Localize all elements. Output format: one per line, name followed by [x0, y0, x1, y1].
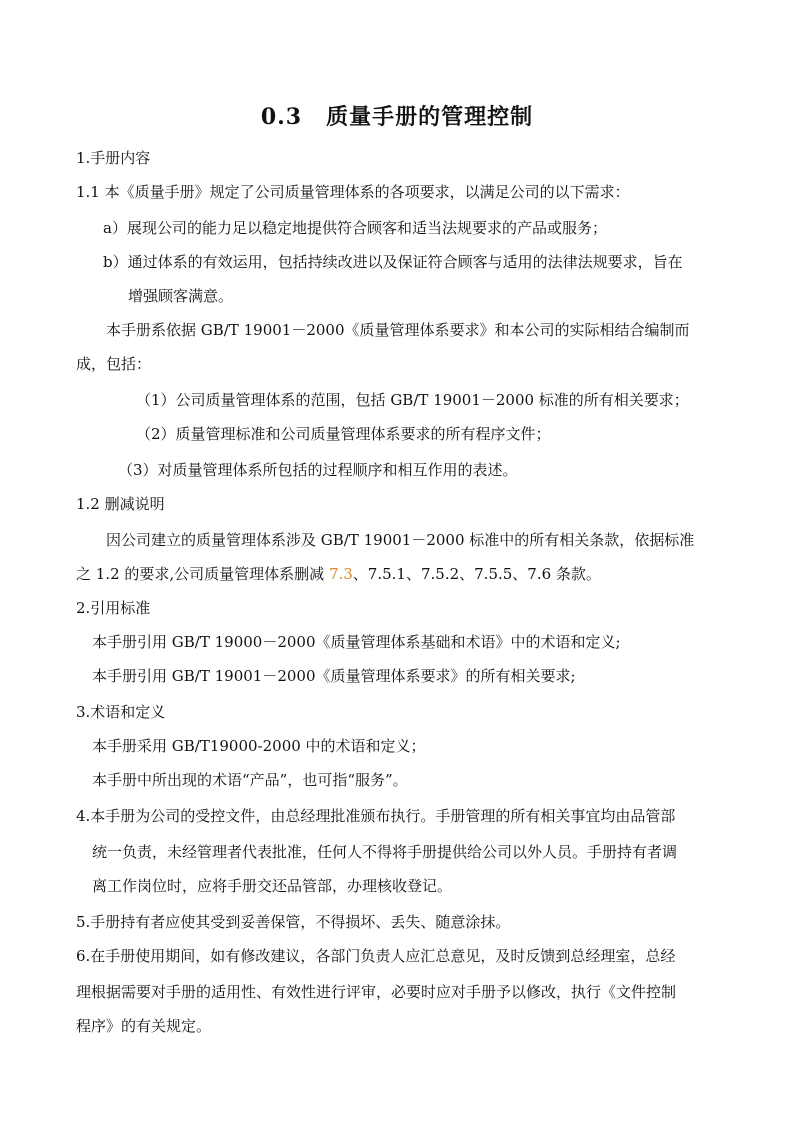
section-1-2-line2-post: 、7.5.1、7.5.2、7.5.5、7.6 条款。	[352, 565, 601, 583]
includes-item-1: （1）公司质量管理体系的范围，包括 GB/T 19001－2000 标准的所有相关要求；	[136, 391, 689, 409]
section-3-line1: 本手册采用 GB/T19000-2000 中的术语和定义；	[92, 737, 426, 755]
includes-item-3: （3）对质量管理体系所包括的过程顺序和相互作用的表述。	[118, 461, 518, 479]
section-1-2-line2-pre: 之 1.2 的要求,公司质量管理体系删减	[76, 565, 329, 583]
section-4-line3: 离工作岗位时，应将手册交还品管部，办理核收登记。	[92, 877, 453, 895]
list-item-b-line2: 增强顾客满意。	[128, 287, 234, 305]
section-1-2-heading: 1.2 删减说明	[76, 495, 165, 513]
section-5-text: 5.手册持有者应使其受到妥善保管，不得损坏、丢失、随意涂抹。	[76, 913, 511, 931]
section-1-2-line1: 因公司建立的质量管理体系涉及 GB/T 19001－2000 标准中的所有相关条款，依据标准	[106, 531, 695, 549]
section-4-line2: 统一负责，未经管理者代表批准，任何人不得将手册提供给公司以外人员。手册持有者调	[92, 843, 678, 861]
section-2-line1: 本手册引用 GB/T 19000－2000《质量管理体系基础和术语》中的术语和定义;	[92, 633, 621, 651]
deleted-clause-highlight: 7.3	[328, 565, 353, 583]
section-4-line1: 4.本手册为公司的受控文件，由总经理批准颁布执行。手册管理的所有相关事宜均由品管部	[76, 807, 676, 825]
section-3-line2: 本手册中所出现的术语“产品”，也可指“服务”。	[92, 771, 408, 789]
section-2-line2: 本手册引用 GB/T 19001－2000《质量管理体系要求》的所有相关要求;	[92, 667, 576, 685]
section-6-line2: 理根据需要对手册的适用性、有效性进行评审，必要时应对手册予以修改，执行《文件控制	[76, 983, 677, 1001]
basis-paragraph-line2: 成，包括：	[76, 355, 152, 373]
page-title	[0, 100, 794, 131]
section-1-heading: 1.手册内容	[76, 149, 151, 167]
title-number: 0.3	[260, 104, 303, 130]
section-6-line1: 6.在手册使用期间，如有修改建议，各部门负责人应汇总意见，及时反馈到总经理室，总经	[76, 947, 676, 965]
section-1-2-line2	[76, 564, 601, 584]
includes-item-2: （2）质量管理标准和公司质量管理体系要求的所有程序文件；	[136, 425, 551, 443]
list-item-a: a）展现公司的能力足以稳定地提供符合顾客和适当法规要求的产品或服务；	[103, 219, 607, 237]
basis-paragraph-line1: 本手册系依据 GB/T 19001－2000《质量管理体系要求》和本公司的实际相结合编制而	[106, 321, 690, 339]
section-3-heading: 3.术语和定义	[76, 703, 166, 721]
section-1-1-text: 1.1 本《质量手册》规定了公司质量管理体系的各项要求，以满足公司的以下需求：	[76, 183, 630, 201]
section-2-heading: 2.引用标准	[76, 599, 151, 617]
list-item-b-line1: b）通过体系的有效运用，包括持续改进以及保证符合顾客与适用的法律法规要求，旨在	[103, 253, 683, 271]
title-text: 质量手册的管理控制	[326, 104, 534, 130]
section-6-line3: 程序》的有关规定。	[76, 1017, 212, 1035]
